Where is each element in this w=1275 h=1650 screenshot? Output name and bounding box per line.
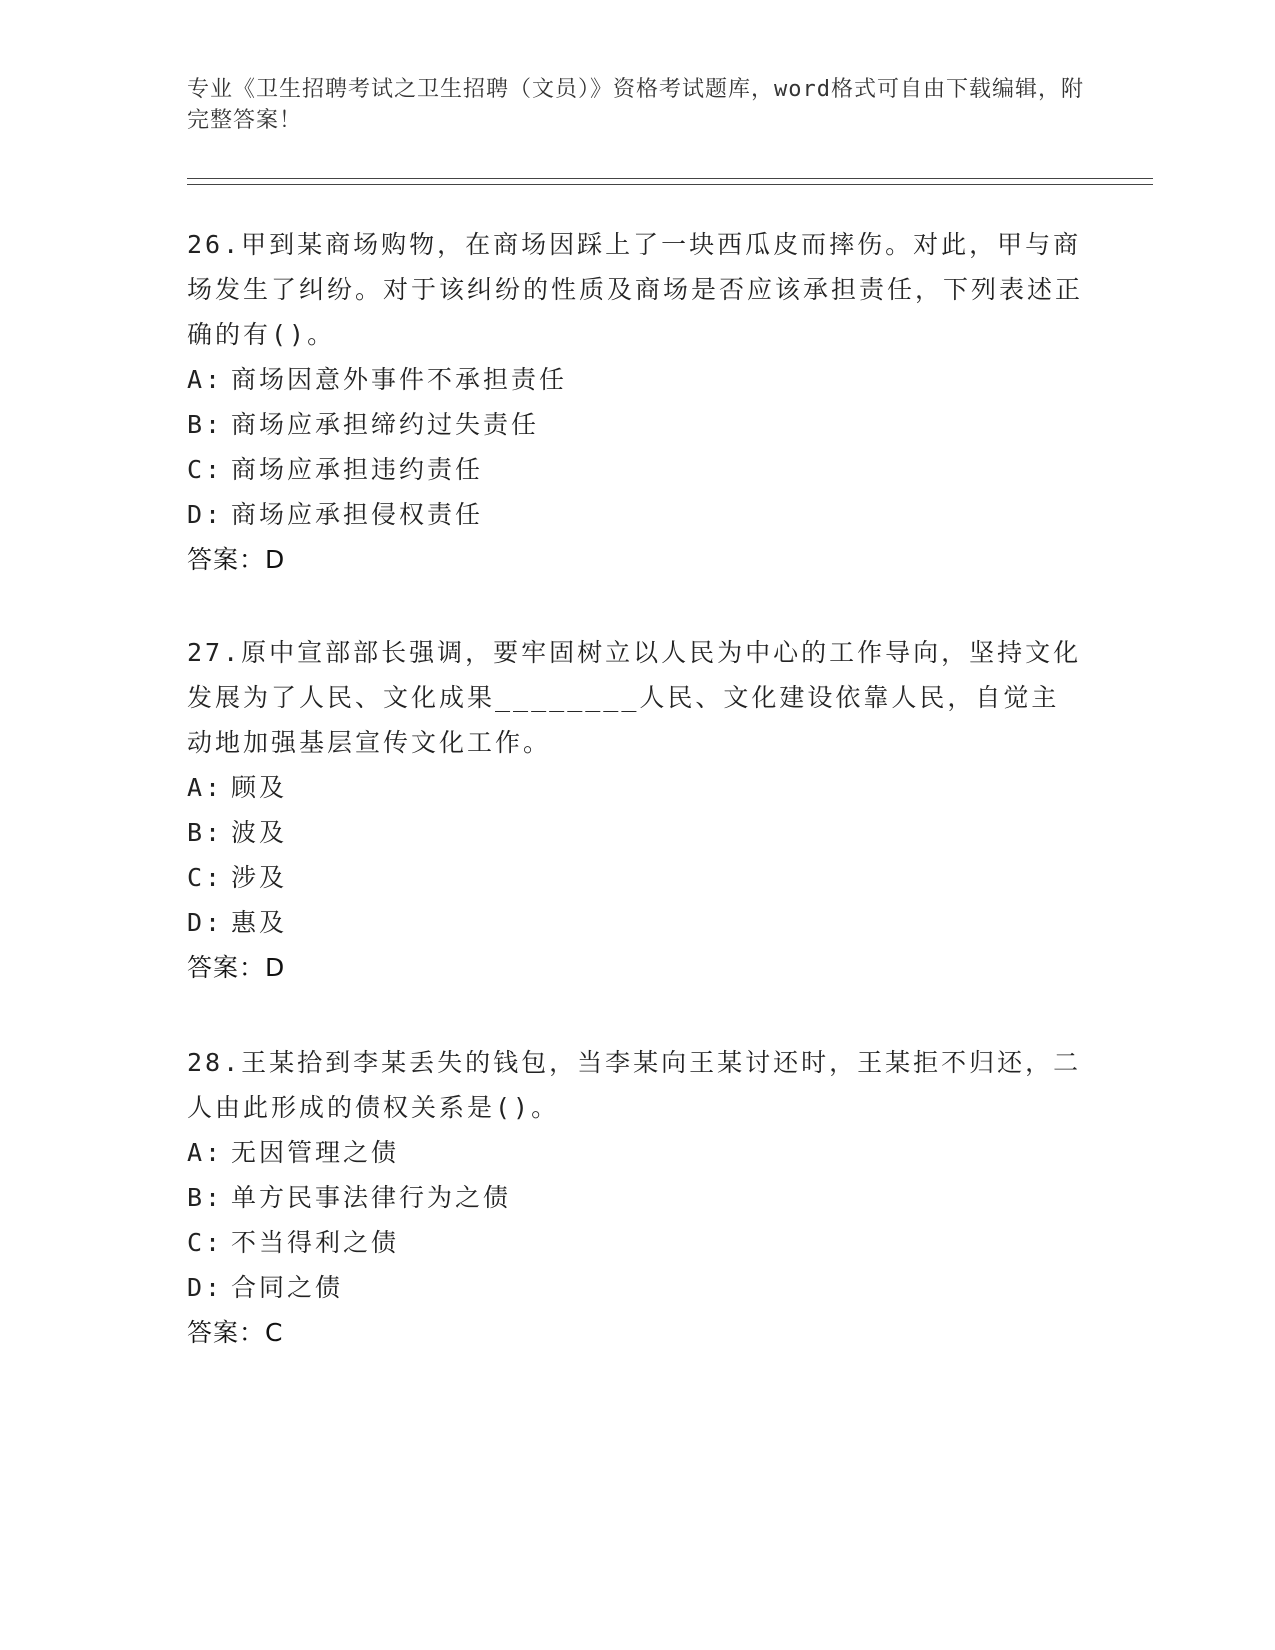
option-key: B: (187, 818, 224, 847)
option-c (187, 447, 1087, 492)
option-c (187, 1220, 1087, 1265)
option-text: 波及 (231, 818, 288, 847)
option-key: D: (187, 500, 224, 529)
option-text: 商场因意外事件不承担责任 (231, 365, 568, 394)
option-text: 商场应承担侵权责任 (231, 500, 484, 529)
option-text: 无因管理之债 (231, 1138, 400, 1167)
answer-label: 答案：D (187, 953, 286, 982)
option-a (187, 765, 1087, 810)
option-key: C: (187, 863, 224, 892)
question-stem: 27.原中宣部部长强调，要牢固树立以人民为中心的工作导向，坚持文化发展为了人民、文化成果________人民、文化建设依靠人民，自觉主动地加强基层宣传文化工作。 (187, 638, 1082, 757)
option-d (187, 1265, 1087, 1310)
option-text: 商场应承担违约责任 (231, 455, 484, 484)
answer-label: 答案：D (187, 545, 286, 574)
header-divider (187, 178, 1153, 185)
option-a (187, 357, 1087, 402)
question-28 (187, 1040, 1087, 1355)
option-text: 顾及 (231, 773, 288, 802)
option-key: B: (187, 410, 224, 439)
option-text: 单方民事法律行为之债 (231, 1183, 512, 1212)
option-key: C: (187, 1228, 224, 1257)
option-a (187, 1130, 1087, 1175)
option-c (187, 855, 1087, 900)
option-key: C: (187, 455, 224, 484)
option-key: A: (187, 365, 224, 394)
option-text: 不当得利之债 (231, 1228, 400, 1257)
option-text: 商场应承担缔约过失责任 (231, 410, 540, 439)
answer-label: 答案：C (187, 1318, 284, 1347)
option-text: 合同之债 (231, 1273, 344, 1302)
option-key: A: (187, 773, 224, 802)
option-b (187, 1175, 1087, 1220)
question-26 (187, 222, 1087, 582)
option-b (187, 402, 1087, 447)
document-header: 专业《卫生招聘考试之卫生招聘（文员）》资格考试题库，word格式可自由下载编辑，附完整答案！ (187, 77, 1084, 133)
option-key: A: (187, 1138, 224, 1167)
option-d (187, 492, 1087, 537)
option-b (187, 810, 1087, 855)
option-key: D: (187, 1273, 224, 1302)
option-d (187, 900, 1087, 945)
question-27 (187, 630, 1087, 990)
option-key: B: (187, 1183, 224, 1212)
option-text: 涉及 (231, 863, 288, 892)
option-key: D: (187, 908, 224, 937)
option-text: 惠及 (231, 908, 288, 937)
question-stem: 28.王某拾到李某丢失的钱包，当李某向王某讨还时，王某拒不归还，二人由此形成的债权关系是()。 (187, 1048, 1082, 1122)
question-stem: 26.甲到某商场购物，在商场因踩上了一块西瓜皮而摔伤。对此，甲与商场发生了纠纷。对于该纠纷的性质及商场是否应该承担责任，下列表述正确的有()。 (187, 230, 1084, 349)
